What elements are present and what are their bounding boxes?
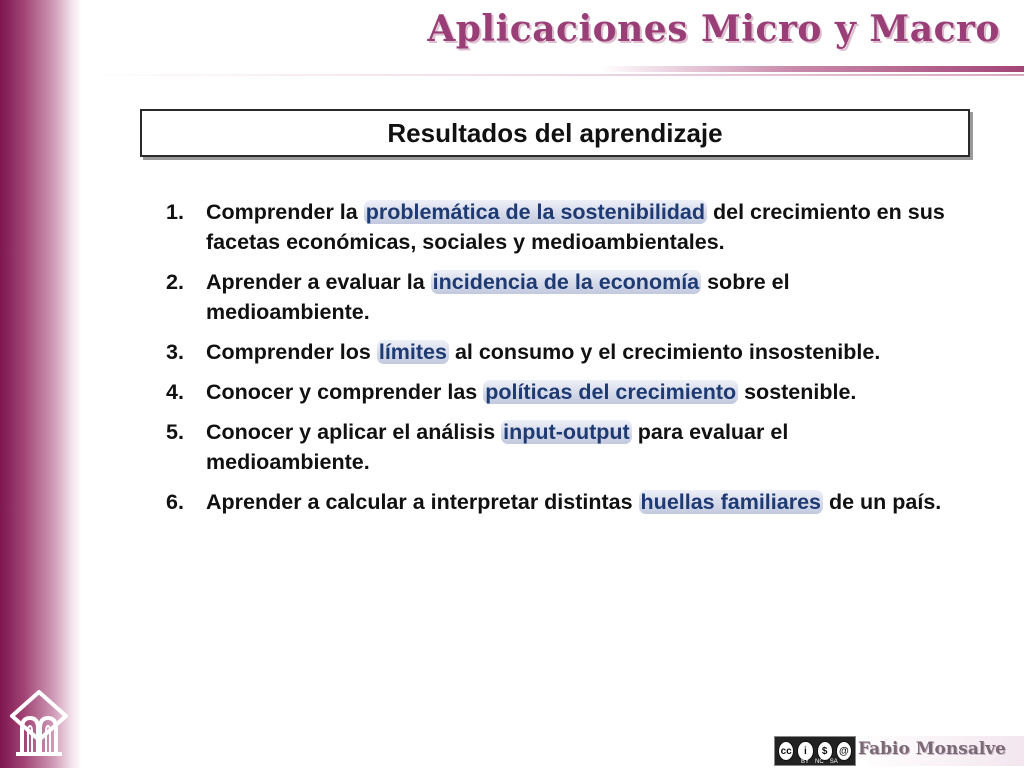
list-item [166,487,956,517]
list-item-text [206,377,956,407]
list-item-text-after: de un país. [823,490,942,514]
list-item-text-before: Comprender los [206,340,377,364]
sharealike-icon: @ [836,741,852,761]
highlighted-keyword: huellas familiares [640,490,821,514]
list-item-text-after: al consumo y el crecimiento insostenible. [448,340,881,364]
list-item-text [206,417,956,477]
list-item-text-before: Comprender la [206,200,364,224]
license-label-sa: SA [829,759,838,765]
license-label-by: BY [801,759,810,765]
list-item-number: 1. [166,200,184,224]
noncommercial-icon: $ [817,741,833,761]
list-item [166,267,956,327]
list-item-text [206,197,956,257]
list-item-text-after: sobre el medioambiente. [206,270,790,324]
header-divider-thin [82,74,1024,76]
list-item-text-after: del crecimiento en sus facetas económicas, sociales y medioambientales. [206,200,945,254]
list-item-number: 6. [166,490,184,514]
list-item-text [206,337,956,367]
slide-title-box [140,109,970,157]
highlighted-keyword: políticas del crecimiento [485,380,737,404]
list-item-text-before: Conocer y aplicar el análisis [206,420,502,444]
list-item-text [206,267,956,327]
list-item [166,377,956,407]
highlighted-keyword: incidencia de la economía [432,270,700,294]
learning-objectives-list [166,197,956,527]
list-item [166,417,956,477]
list-item-text-after: sostenible. [738,380,857,404]
highlighted-keyword: input-output [503,420,630,444]
highlighted-keyword: límites [378,340,447,364]
list-item-text-before: Aprender a calcular a interpretar distintas [206,490,639,514]
cc-icon: cc [778,741,794,761]
author-name: Fabio Monsalve [857,739,1006,759]
attribution-icon: i [797,741,813,761]
list-item-number: 2. [166,270,184,294]
slide-title: Resultados del aprendizaje [387,117,723,148]
list-item [166,337,956,367]
left-sidebar-band [0,0,82,768]
university-logo-icon [10,690,68,760]
list-item-text-before: Aprender a evaluar la [206,270,431,294]
cc-by-nc-sa-icon[interactable] [774,736,856,766]
license-labels [801,759,838,765]
highlighted-keyword: problemática de la sostenibilidad [365,200,706,224]
list-item-text-after: para evaluar el medioambiente. [206,420,789,474]
list-item-text-before: Conocer y comprender las [206,380,484,404]
list-item-number: 5. [166,420,184,444]
list-item-number: 4. [166,380,184,404]
course-title: Aplicaciones Micro y Macro [427,8,1000,50]
list-item-number: 3. [166,340,184,364]
list-item-text [206,487,956,517]
list-item [166,197,956,257]
header-divider [600,66,1024,72]
license-label-nc: NC [815,759,824,765]
